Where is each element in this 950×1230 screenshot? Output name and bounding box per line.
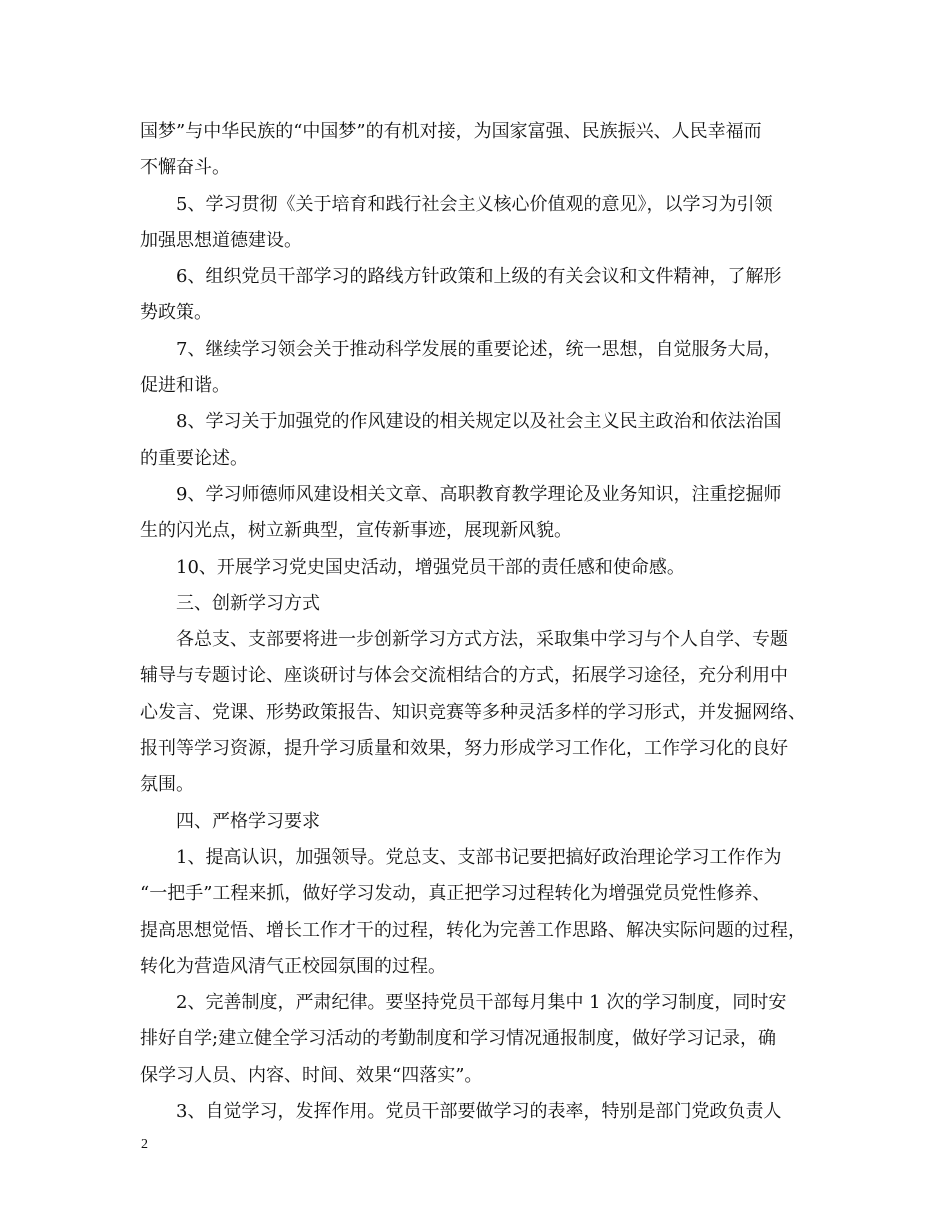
section-heading: 三、创新学习方式 bbox=[176, 592, 320, 614]
text-line: 1、提高认识，加强领导。党总支、支部书记要把搞好政治理论学习工作作为 bbox=[176, 846, 782, 868]
text-line: 报刊等学习资源，提升学习质量和效果，努力形成学习工作化，工作学习化的良好 bbox=[140, 738, 788, 760]
text-line: 3、自觉学习，发挥作用。党员干部要做学习的表率，特别是部门党政负责人 bbox=[176, 1101, 782, 1123]
text-line: 各总支、支部要将进一步创新学习方式方法，采取集中学习与个人自学、专题 bbox=[176, 629, 788, 651]
text-line: 6、组织党员干部学习的路线方针政策和上级的有关会议和文件精神，了解形 bbox=[176, 266, 782, 288]
section-heading: 四、严格学习要求 bbox=[176, 810, 320, 832]
text-line: 的重要论述。 bbox=[140, 447, 248, 469]
text-line: 辅导与专题讨论、座谈研讨与体会交流相结合的方式，拓展学习途径，充分利用中 bbox=[140, 665, 788, 687]
text-line: 国梦”与中华民族的“中国梦”的有机对接，为国家富强、民族振兴、人民幸福而 bbox=[140, 121, 762, 142]
text-line: 5、学习贯彻《关于培育和践行社会主义核心价值观的意见》，以学习为引领 bbox=[176, 193, 773, 215]
text-line: 保学习人员、内容、时间、效果“四落实”。 bbox=[140, 1064, 483, 1086]
text-line: 促进和谐。 bbox=[140, 375, 230, 397]
document-body bbox=[140, 114, 820, 1130]
text-line: 心发言、党课、形势政策报告、知识竞赛等多种灵活多样的学习形式，并发掘网络、 bbox=[140, 701, 806, 723]
text-line: 加强思想道德建设。 bbox=[140, 229, 302, 251]
text-line: 氛围。 bbox=[140, 774, 194, 796]
page-number: 2 bbox=[141, 1137, 148, 1152]
text-line: 不懈奋斗。 bbox=[140, 157, 230, 179]
text-line: 排好自学;建立健全学习活动的考勤制度和学习情况通报制度，做好学习记录，确 bbox=[140, 1028, 777, 1050]
text-line: 转化为营造风清气正校园氛围的过程。 bbox=[140, 955, 446, 977]
text-line: 8、学习关于加强党的作风建设的相关规定以及社会主义民主政治和依法治国 bbox=[176, 411, 782, 433]
text-line: 10、开展学习党史国史活动，增强党员干部的责任感和使命感。 bbox=[176, 556, 685, 578]
text-line: 势政策。 bbox=[140, 302, 212, 324]
text-line: 生的闪光点，树立新典型，宣传新事迹，展现新风貌。 bbox=[140, 520, 572, 542]
text-line: 提高思想觉悟、增长工作才干的过程，转化为完善工作思路、解决实际问题的过程， bbox=[140, 919, 806, 941]
text-line: 7、继续学习领会关于推动科学发展的重要论述，统一思想，自觉服务大局， bbox=[176, 338, 782, 360]
text-line: 9、学习师德师风建设相关文章、高职教育教学理论及业务知识，注重挖掘师 bbox=[176, 483, 782, 505]
text-line: 2、完善制度，严肃纪律。要坚持党员干部每月集中 1 次的学习制度，同时安 bbox=[176, 992, 787, 1014]
text-line: “一把手”工程来抓，做好学习发动，真正把学习过程转化为增强党员党性修养、 bbox=[140, 883, 771, 905]
